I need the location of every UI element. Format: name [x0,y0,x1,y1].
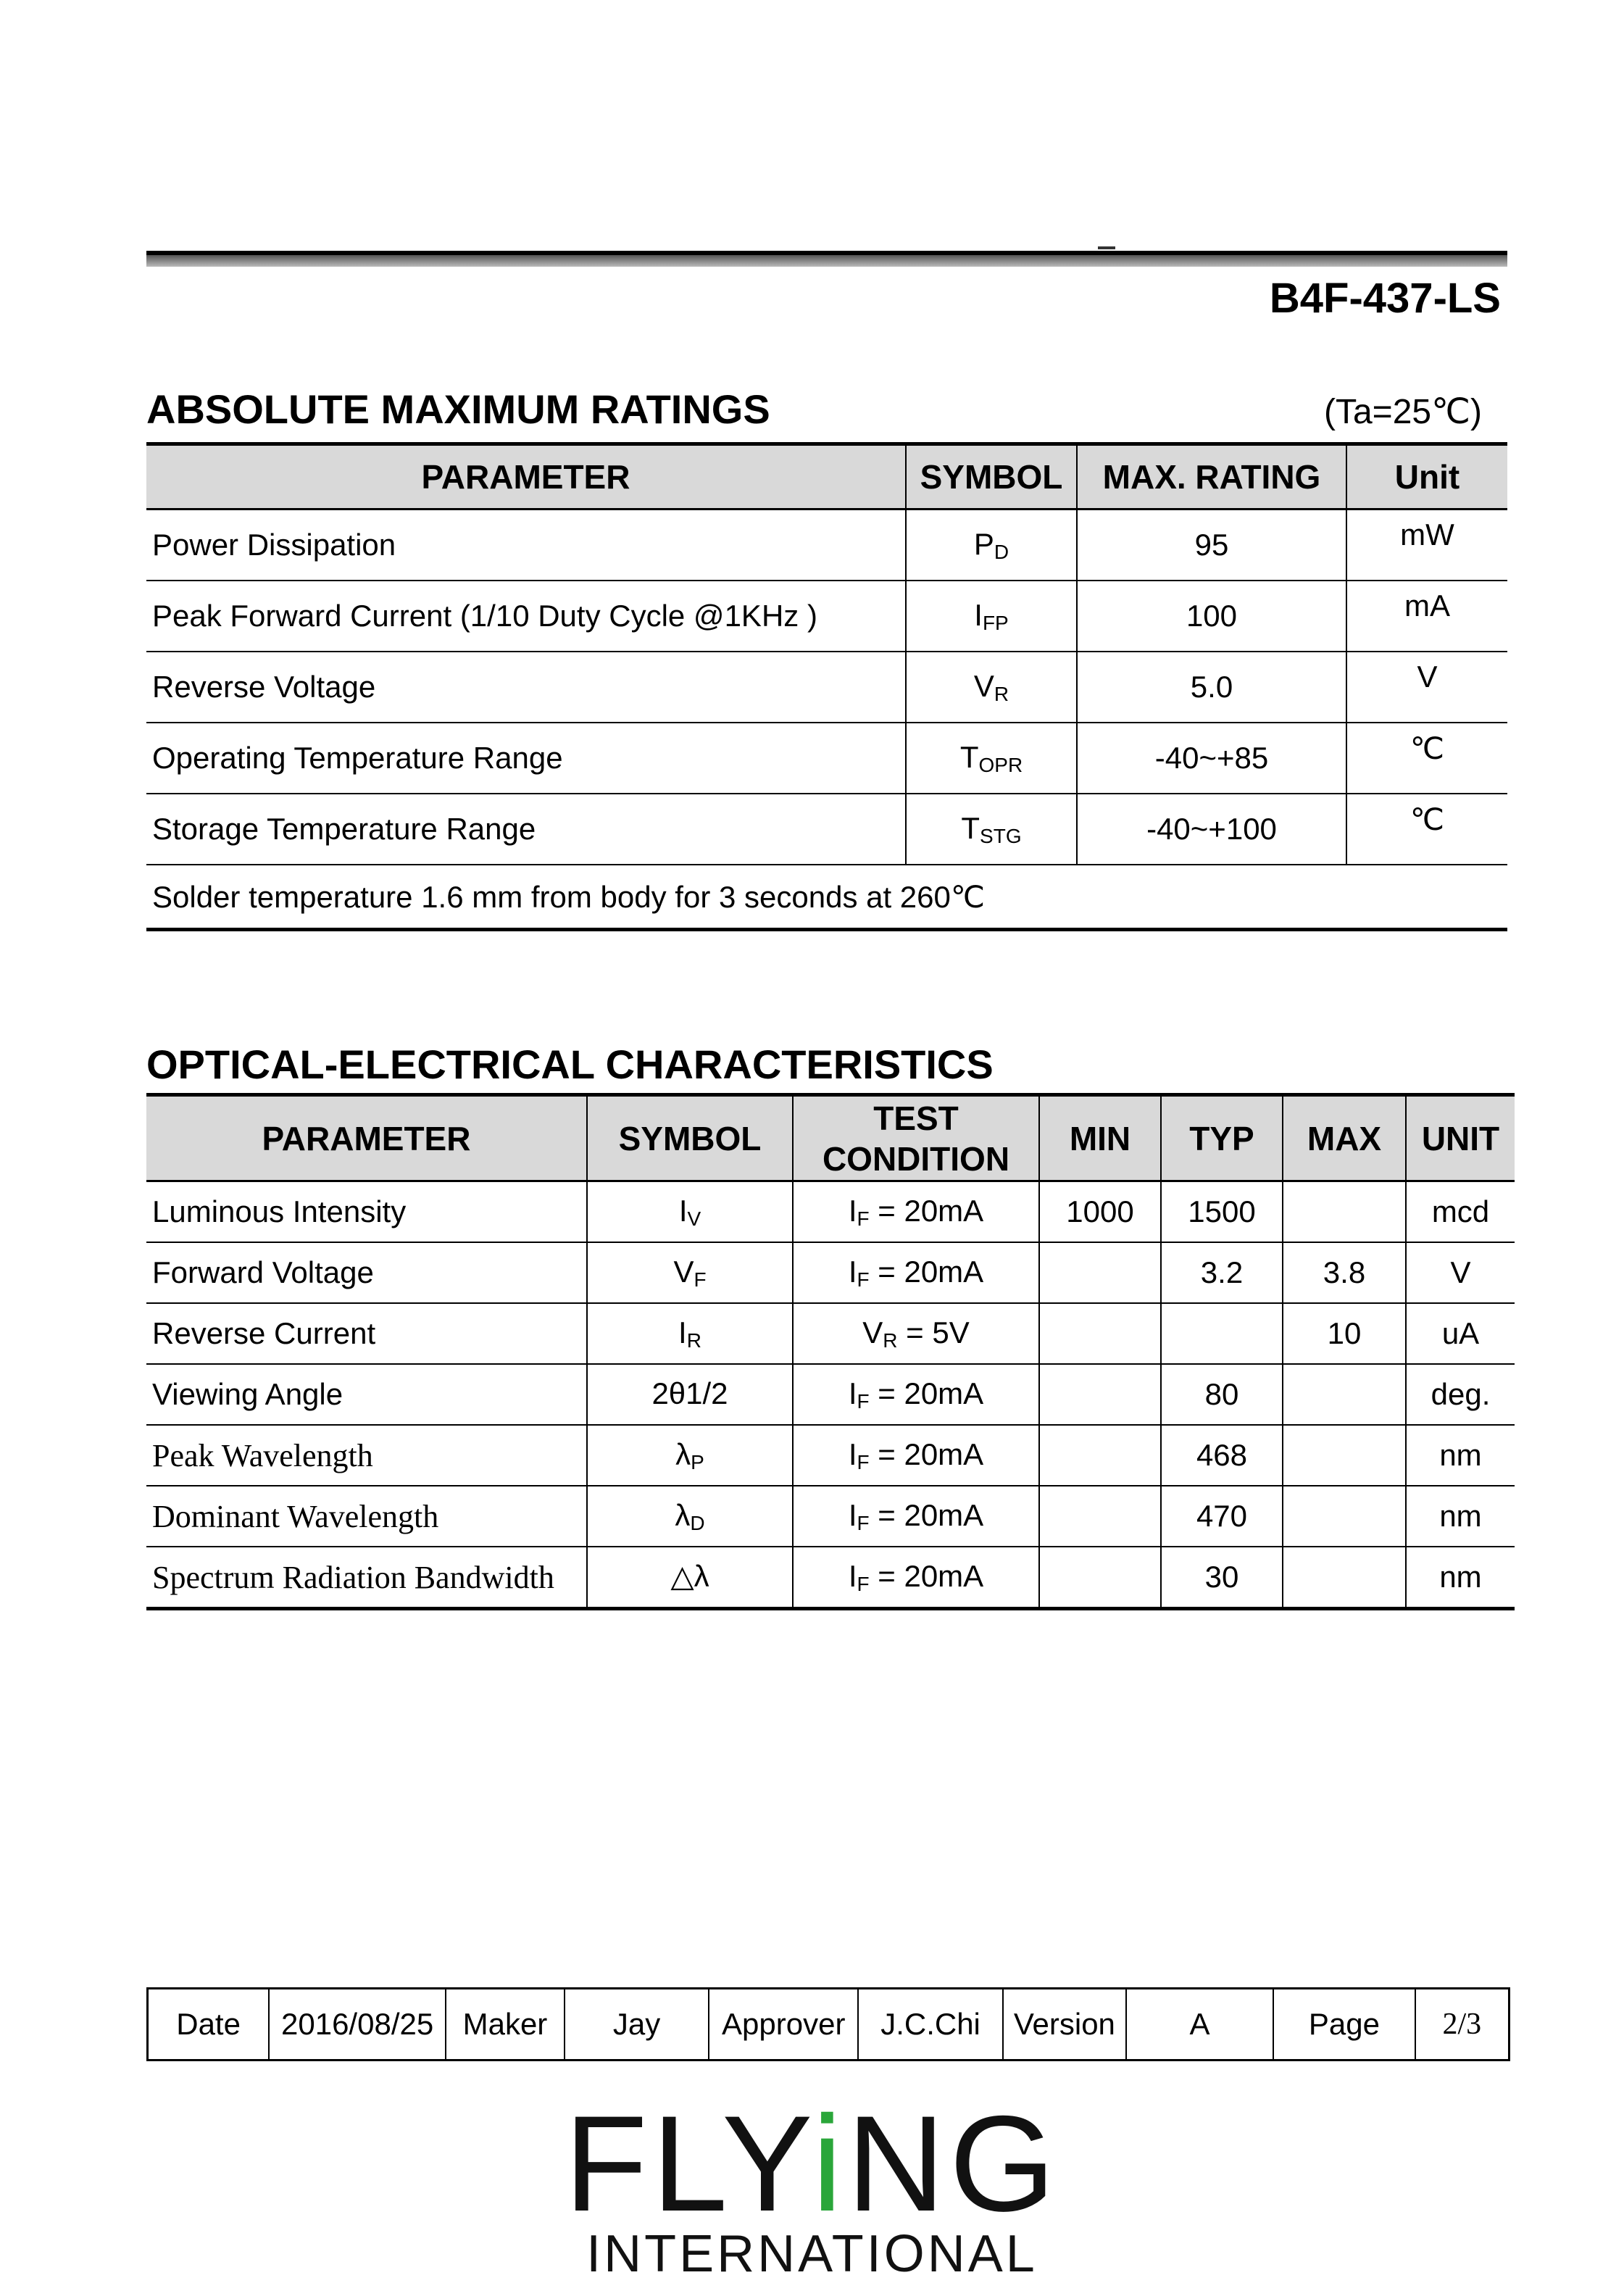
oec-symbol: $V_F$ [587,1242,793,1303]
oec-parameter: Forward Voltage [146,1242,587,1303]
table-row [146,723,1507,794]
table-row [146,510,1507,581]
amr-symbol: $I_{FP}$ [906,581,1077,652]
amr-rating: 95 [1077,510,1346,581]
oec-parameter: Reverse Current [146,1303,587,1364]
amr-parameter: Reverse Voltage [146,652,906,723]
oec-max [1283,1486,1406,1547]
oec-symbol: 2θ1/2 [587,1364,793,1425]
amr-unit: V [1346,652,1507,723]
oec-test-condition: $I_F = 20mA$ [793,1242,1039,1303]
table-row [146,794,1507,865]
oec-unit: mcd [1406,1181,1515,1243]
version-label: Version [1003,1989,1126,2060]
amr-col-unit: Unit [1346,444,1507,510]
oec-parameter: Dominant Wavelength [146,1486,587,1547]
oec-symbol: $I_R$ [587,1303,793,1364]
oec-col-symbol: SYMBOL [587,1095,793,1181]
oec-test-condition: $I_F = 20mA$ [793,1486,1039,1547]
oec-test-condition: $I_F = 20mA$ [793,1425,1039,1486]
amr-unit: mW [1346,510,1507,581]
amr-unit: mA [1346,581,1507,652]
table-row [146,1364,1515,1425]
amr-rating: 5.0 [1077,652,1346,723]
oec-typ: 80 [1161,1364,1283,1425]
oec-symbol: $\lambda_D$ [587,1486,793,1547]
oec-symbol: $\lambda_P$ [587,1425,793,1486]
oec-typ [1161,1303,1283,1364]
amr-rating: -40~+85 [1077,723,1346,794]
solder-note-row [146,865,1507,930]
oec-max [1283,1425,1406,1486]
oec-col-test-condition: TEST CONDITION [793,1095,1039,1181]
page-label: Page [1273,1989,1415,2060]
oec-unit: nm [1406,1486,1515,1547]
amr-col-rating: MAX. RATING [1077,444,1346,510]
amr-symbol: $T_{OPR}$ [906,723,1077,794]
oec-max [1283,1547,1406,1609]
oec-max: 3.8 [1283,1242,1406,1303]
version-value: A [1126,1989,1273,2060]
page-value: 2/3 [1415,1989,1510,2060]
oec-title: OPTICAL-ELECTRICAL CHARACTERISTICS [146,1041,994,1087]
oec-typ: 468 [1161,1425,1283,1486]
oec-header-row [146,1095,1515,1181]
oec-col-min: MIN [1039,1095,1161,1181]
amr-symbol: $T_{STG}$ [906,794,1077,865]
oec-symbol: $I_V$ [587,1181,793,1243]
amr-unit: ℃ [1346,723,1507,794]
oec-typ: 470 [1161,1486,1283,1547]
amr-symbol: $V_R$ [906,652,1077,723]
date-value: 2016/08/25 [269,1989,446,2060]
oec-test-condition: $I_F = 20mA$ [793,1547,1039,1609]
oec-max [1283,1181,1406,1243]
table-row [146,1547,1515,1609]
amr-col-symbol: SYMBOL [906,444,1077,510]
amr-title: ABSOLUTE MAXIMUM RATINGS [146,386,770,432]
approver-value: J.C.Chi [858,1989,1003,2060]
header-tick [1098,246,1115,249]
absolute-max-ratings-table [146,442,1507,931]
header-rule [146,251,1507,267]
oec-test-condition: $I_F = 20mA$ [793,1364,1039,1425]
oec-col-typ: TYP [1161,1095,1283,1181]
oec-min [1039,1242,1161,1303]
oec-min [1039,1425,1161,1486]
oec-typ: 3.2 [1161,1242,1283,1303]
maker-label: Maker [446,1989,565,2060]
oec-unit: nm [1406,1547,1515,1609]
amr-parameter: Peak Forward Current (1/10 Duty Cycle @1KHz ) [146,581,906,652]
oec-parameter: Spectrum Radiation Bandwidth [146,1547,587,1609]
logo-wordmark: FLYiNG [564,2087,1060,2240]
oec-unit: nm [1406,1425,1515,1486]
oec-unit: uA [1406,1303,1515,1364]
amr-parameter: Storage Temperature Range [146,794,906,865]
table-row [146,1181,1515,1243]
revision-footer [146,1987,1510,2061]
oec-col-parameter: PARAMETER [146,1095,587,1181]
amr-condition: (Ta=25℃) [1324,393,1482,431]
oec-test-condition: $V_R = 5V$ [793,1303,1039,1364]
amr-header-row [146,444,1507,510]
part-number: B4F-437-LS [1269,275,1501,322]
table-row [146,1242,1515,1303]
oec-min [1039,1364,1161,1425]
oec-typ: 1500 [1161,1181,1283,1243]
maker-value: Jay [565,1989,709,2060]
oec-unit: V [1406,1242,1515,1303]
approver-label: Approver [709,1989,858,2060]
solder-note: Solder temperature 1.6 mm from body for 3 seconds at 260℃ [152,879,986,914]
oec-parameter: Peak Wavelength [146,1425,587,1486]
amr-rating: -40~+100 [1077,794,1346,865]
optical-electrical-table [146,1093,1515,1610]
amr-parameter: Operating Temperature Range [146,723,906,794]
oec-unit: deg. [1406,1364,1515,1425]
oec-min [1039,1547,1161,1609]
oec-min [1039,1303,1161,1364]
table-row [146,1425,1515,1486]
date-label: Date [176,2007,241,2041]
oec-min: 1000 [1039,1181,1161,1243]
oec-symbol: △λ [587,1547,793,1609]
table-row [146,652,1507,723]
oec-parameter: Luminous Intensity [146,1181,587,1243]
oec-min [1039,1486,1161,1547]
amr-unit: ℃ [1346,794,1507,865]
amr-parameter: Power Dissipation [146,510,906,581]
oec-parameter: Viewing Angle [146,1364,587,1425]
oec-col-max: MAX [1283,1095,1406,1181]
oec-col-unit: UNIT [1406,1095,1515,1181]
company-logo [0,2087,1624,2283]
table-row [146,1486,1515,1547]
table-row [146,1303,1515,1364]
oec-typ: 30 [1161,1547,1283,1609]
amr-col-parameter: PARAMETER [146,444,906,510]
oec-max: 10 [1283,1303,1406,1364]
logo-subtitle: INTERNATIONAL [586,2225,1038,2283]
table-row [146,581,1507,652]
oec-max [1283,1364,1406,1425]
footer-row [148,1989,1510,2060]
amr-rating: 100 [1077,581,1346,652]
amr-symbol: $P_D$ [906,510,1077,581]
oec-test-condition: $I_F = 20mA$ [793,1181,1039,1243]
